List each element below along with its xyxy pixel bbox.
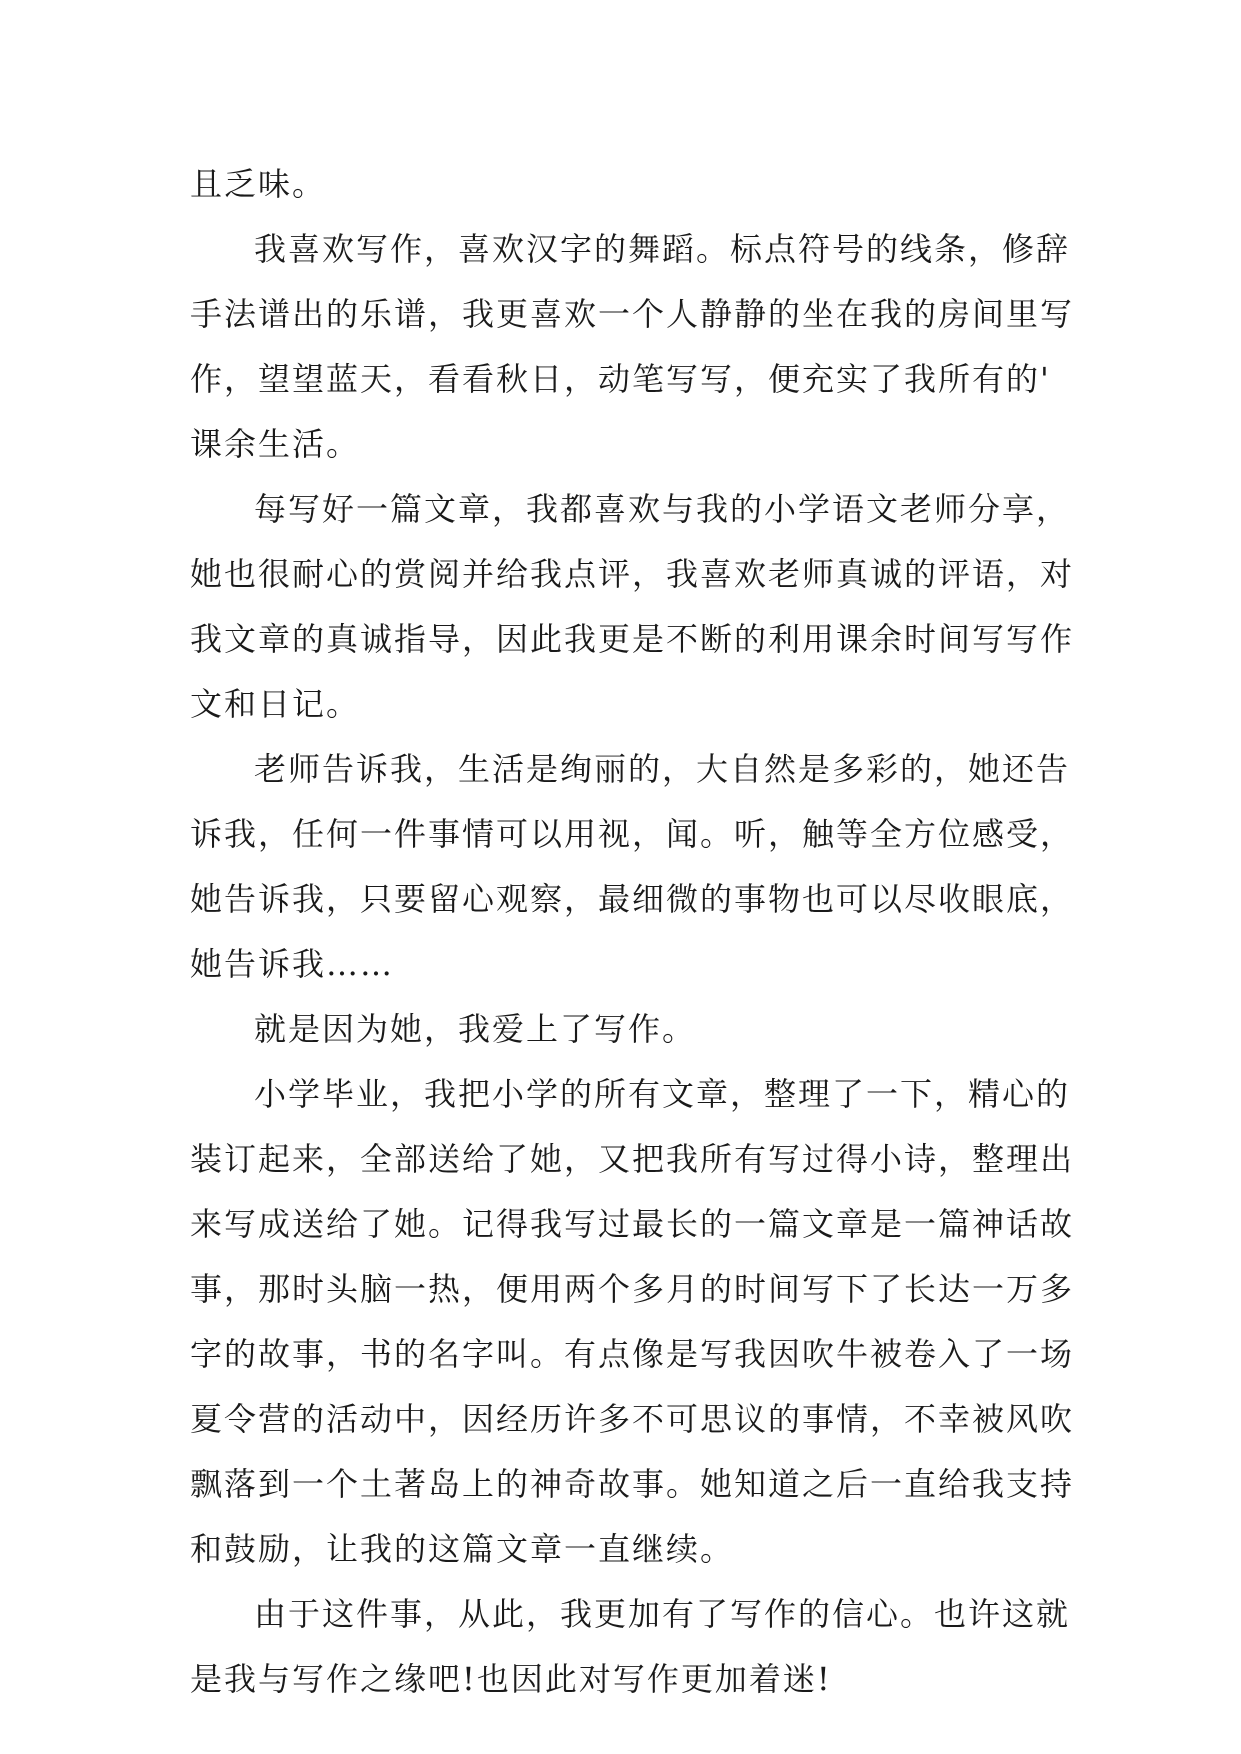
paragraph — [190, 997, 1060, 1062]
text-line: 字的故事，书的名字叫。有点像是写我因吹牛被卷入了一场 — [190, 1335, 1075, 1373]
text-line: 且乏味。 — [190, 165, 327, 203]
text-line: 就是因为她，我爱上了写作。 — [254, 1010, 697, 1048]
text-line: 每写好一篇文章，我都喜欢与我的小学语文老师分享， — [254, 490, 1071, 528]
text-line: 文和日记。 — [190, 685, 361, 723]
text-line: 和鼓励，让我的这篇文章一直继续。 — [190, 1530, 735, 1568]
text-line: 她告诉我…… — [190, 945, 395, 983]
text-line: 由于这件事，从此，我更加有了写作的信心。也许这就 — [254, 1595, 1071, 1633]
text-line: 她也很耐心的赏阅并给我点评，我喜欢老师真诚的评语，对 — [190, 555, 1075, 593]
paragraph — [190, 477, 1075, 737]
paragraph — [190, 1062, 1075, 1582]
text-line: 她告诉我，只要留心观察，最细微的事物也可以尽收眼底， — [190, 880, 1075, 918]
text-line: 夏令营的活动中，因经历许多不可思议的事情，不幸被风吹 — [190, 1400, 1075, 1438]
text-line: 课余生活。 — [190, 425, 361, 463]
essay-body — [190, 152, 1075, 1712]
text-line: 手法谱出的乐谱，我更喜欢一个人静静的坐在我的房间里写 — [190, 295, 1075, 333]
paragraph — [190, 217, 1075, 477]
text-line: 装订起来，全部送给了她，又把我所有写过得小诗，整理出 — [190, 1140, 1075, 1178]
text-line: 来写成送给了她。记得我写过最长的一篇文章是一篇神话故 — [190, 1205, 1075, 1243]
text-line: 我喜欢写作，喜欢汉字的舞蹈。标点符号的线条，修辞 — [254, 230, 1071, 268]
text-line: 作，望望蓝天，看看秋日，动笔写写，便充实了我所有的' — [190, 360, 1051, 398]
text-line: 飘落到一个土著岛上的神奇故事。她知道之后一直给我支持 — [190, 1465, 1075, 1503]
text-line: 我文章的真诚指导，因此我更是不断的利用课余时间写写作 — [190, 620, 1075, 658]
text-line: 诉我，任何一件事情可以用视，闻。听，触等全方位感受， — [190, 815, 1075, 853]
text-line: 是我与写作之缘吧!也因此对写作更加着迷! — [190, 1660, 832, 1698]
text-line: 小学毕业，我把小学的所有文章，整理了一下，精心的 — [254, 1075, 1071, 1113]
paragraph — [190, 152, 1060, 217]
text-line: 老师告诉我，生活是绚丽的，大自然是多彩的，她还告 — [254, 750, 1071, 788]
text-line: 事，那时头脑一热，便用两个多月的时间写下了长达一万多 — [190, 1270, 1075, 1308]
paragraph — [190, 737, 1075, 997]
paragraph — [190, 1582, 1071, 1712]
